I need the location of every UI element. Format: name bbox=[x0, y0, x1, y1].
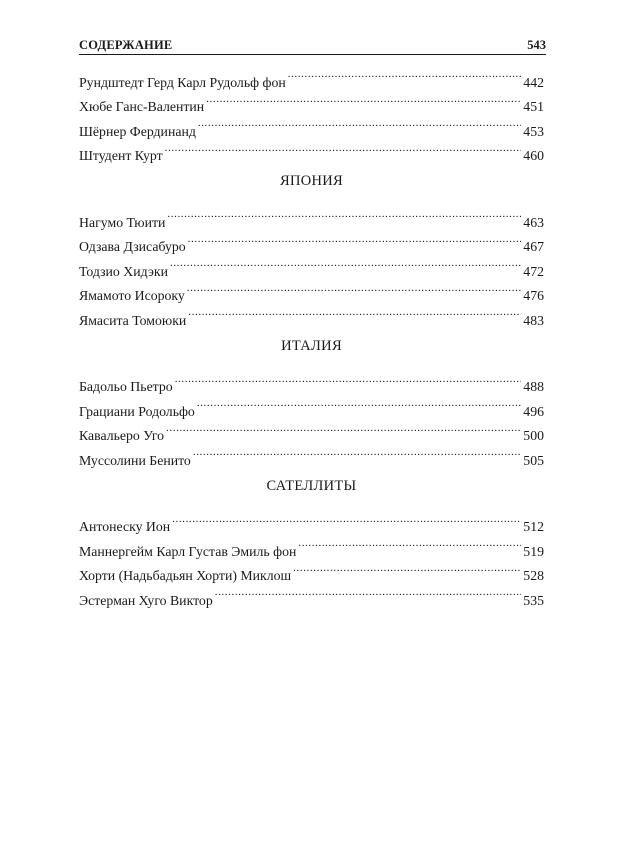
toc-entry-name: Антонеску Ион bbox=[79, 519, 171, 534]
toc-entry-name: Штудент Курт bbox=[79, 148, 163, 163]
toc-entry-name: Тодзио Хидэки bbox=[79, 263, 168, 279]
toc-entry-page: 488 bbox=[523, 379, 544, 394]
dot-leader bbox=[170, 251, 521, 276]
toc-entry-page: 442 bbox=[523, 74, 544, 90]
dot-leader bbox=[187, 276, 522, 301]
toc-entry bbox=[79, 367, 544, 392]
dot-leader bbox=[193, 440, 521, 465]
toc-entry-name: Хорти (Надьбадьян Хорти) Миклош bbox=[79, 568, 292, 583]
dot-leader bbox=[198, 111, 521, 136]
toc-entry-page: 496 bbox=[523, 403, 544, 419]
dot-leader bbox=[188, 227, 522, 252]
dot-leader bbox=[172, 507, 521, 532]
toc-entry-page: 476 bbox=[523, 288, 544, 303]
dot-leader bbox=[188, 300, 521, 325]
toc-entry-name: Шёрнер Фердинанд bbox=[79, 123, 196, 139]
toc-entry-name: Ямамото Исороку bbox=[79, 288, 185, 303]
toc-entry-page: 467 bbox=[523, 239, 544, 254]
toc-entry-name: Грациани Родольфо bbox=[79, 403, 195, 419]
toc-entry-name: Муссолини Бенито bbox=[79, 452, 191, 468]
toc-entry-page: 472 bbox=[523, 263, 544, 279]
dot-leader bbox=[197, 391, 521, 416]
dot-leader bbox=[166, 416, 521, 441]
toc-entry-page: 500 bbox=[523, 428, 544, 443]
header-title: СОДЕРЖАНИЕ bbox=[79, 38, 173, 52]
toc-entry bbox=[79, 202, 544, 230]
dot-leader bbox=[206, 87, 521, 112]
toc-entry-page: 535 bbox=[523, 592, 544, 608]
dot-leader bbox=[167, 202, 521, 227]
section-title: ЯПОНИЯ bbox=[279, 173, 344, 189]
dot-leader bbox=[298, 531, 521, 556]
toc-entry-page: 453 bbox=[523, 123, 544, 139]
running-header bbox=[79, 38, 546, 55]
toc-entry-name: Маннергейм Карл Густав Эмиль фон bbox=[79, 543, 297, 559]
toc-entry-page: 460 bbox=[523, 148, 544, 163]
toc-entry bbox=[79, 62, 544, 90]
section-title: ИТАЛИЯ bbox=[281, 337, 342, 354]
toc-entry-page: 519 bbox=[523, 543, 544, 559]
toc-entry-page: 528 bbox=[523, 568, 544, 583]
toc-entry-name: Нагумо Тюити bbox=[79, 214, 166, 230]
toc-entry-page: 512 bbox=[523, 519, 544, 534]
toc-entry-page: 463 bbox=[523, 214, 544, 230]
toc-section-germany-continued bbox=[79, 62, 544, 163]
dot-leader bbox=[288, 62, 522, 87]
section-title: САТЕЛЛИТЫ bbox=[266, 477, 357, 494]
toc-entry-name: Кавальеро Уго bbox=[79, 428, 165, 443]
dot-leader bbox=[175, 367, 522, 392]
toc-entry-name: Хюбе Ганс-Валентин bbox=[79, 99, 205, 114]
toc-section-italy bbox=[79, 325, 544, 468]
toc-section-japan bbox=[79, 160, 544, 328]
toc-section-satellites bbox=[79, 465, 544, 608]
toc-entry-page: 451 bbox=[523, 99, 544, 114]
toc-entry-name: Ямасита Томоюки bbox=[79, 312, 187, 328]
header-page-number: 543 bbox=[527, 38, 546, 52]
dot-leader bbox=[165, 136, 522, 161]
dot-leader bbox=[293, 556, 521, 581]
toc-entry-name: Рундштедт Герд Карл Рудольф фон bbox=[79, 74, 286, 90]
toc-entry-page: 505 bbox=[523, 452, 544, 468]
dot-leader bbox=[215, 580, 522, 605]
toc-entry-name: Эстерман Хуго Виктор bbox=[79, 592, 213, 608]
toc-entry bbox=[79, 507, 544, 532]
toc-entry-name: Бадольо Пьетро bbox=[79, 379, 173, 394]
table-of-contents bbox=[79, 62, 544, 608]
toc-entry-page: 483 bbox=[523, 312, 544, 328]
toc-entry-name: Одзава Дзисабуро bbox=[79, 239, 186, 254]
